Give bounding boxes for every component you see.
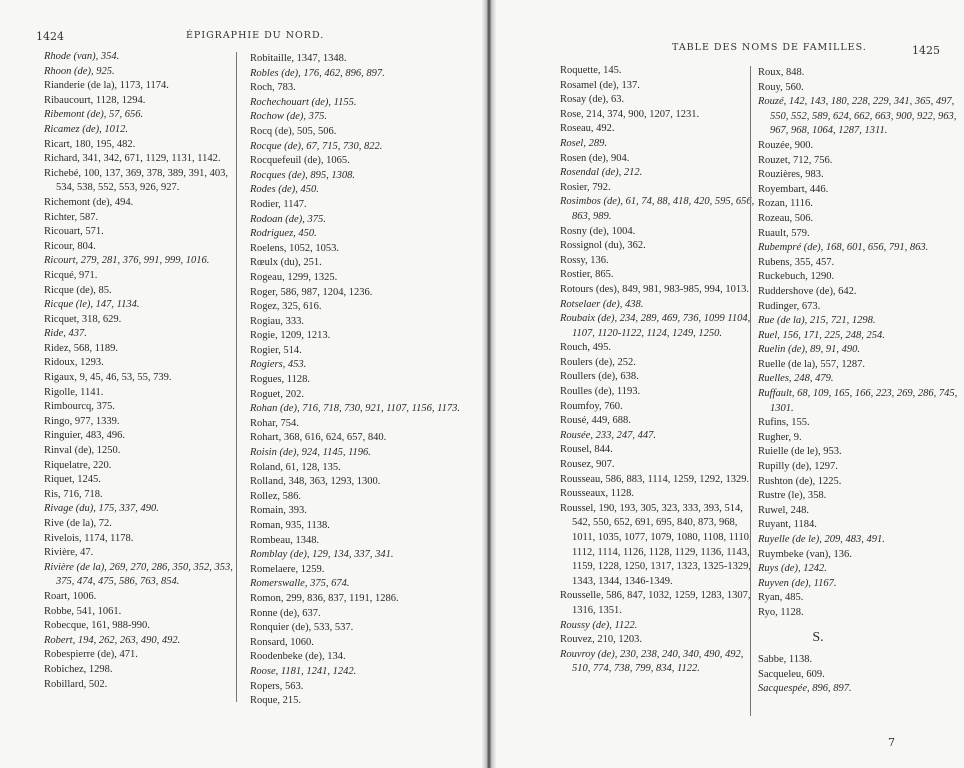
index-entry: Rupilly (de), 1297.	[758, 461, 838, 473]
index-entry: Ronquier (de), 533, 537.	[250, 622, 354, 634]
index-entry: Richemont (de), 494.	[44, 196, 134, 208]
index-entry: Roisin (de), 924, 1145, 1196.	[250, 447, 371, 459]
index-entry: Rousel, 844.	[560, 444, 613, 456]
index-entry: Robillard, 502.	[44, 678, 108, 690]
index-entry: Richebé, 100, 137, 369, 378, 389, 391, 403, 534, 538, 552, 553, 926, 927.	[44, 167, 229, 194]
index-entry: Rostier, 865.	[560, 269, 614, 281]
index-entry: Rouzée, 900.	[758, 139, 814, 151]
index-entry: Ruckebuch, 1290.	[758, 271, 835, 283]
index-entry: Rogues, 1128.	[250, 374, 310, 386]
index-entry: Ricque (de), 85.	[44, 284, 112, 296]
index-entry: Ridez, 568, 1189.	[44, 342, 118, 354]
index-entry: Rouzières, 983.	[758, 169, 824, 181]
index-entry: Romelaere, 1259.	[250, 563, 325, 575]
right-column-1	[560, 64, 756, 677]
index-entry: Rigolle, 1141.	[44, 386, 104, 398]
index-entry: Roman, 935, 1138.	[250, 520, 330, 531]
index-entry: Rose, 214, 374, 900, 1207, 1231.	[560, 108, 700, 120]
index-entry: Ribemont (de), 57, 656.	[44, 109, 144, 121]
index-entry: Rimbourcq, 375.	[44, 401, 115, 413]
index-entry: Ricart, 180, 195, 482.	[44, 138, 136, 150]
index-entry: Roubaix (de), 234, 289, 469, 736, 1099 1104, 1107, 1120-1122, 1124, 1249, 1250.	[560, 313, 751, 339]
index-entry: Roumfoy, 760.	[560, 400, 623, 412]
index-entry: Rozeau, 506.	[758, 212, 814, 224]
index-entry: Romblay (de), 129, 134, 337, 341.	[250, 549, 394, 561]
index-entry: Rufins, 155.	[758, 417, 810, 429]
index-entry: Roelens, 1052, 1053.	[250, 242, 339, 254]
index-entry: Rousez, 907.	[560, 459, 615, 471]
index-entry: Rouch, 495.	[560, 342, 612, 354]
index-entry: Rouzet, 712, 756.	[758, 154, 833, 166]
index-entry: Rhode (van), 354.	[44, 51, 120, 62]
index-entry: Rhoon (de), 925.	[44, 65, 115, 77]
index-entry: Ringuier, 483, 496.	[44, 430, 125, 442]
index-entry: Rocques (de), 895, 1308.	[250, 169, 355, 181]
index-entry: Rocq (de), 505, 506.	[250, 125, 337, 137]
index-entry: Romerswalle, 375, 674.	[250, 578, 350, 590]
left-running-head: ÉPIGRAPHIE DU NORD.	[186, 30, 325, 41]
index-entry: Riquet, 1245.	[44, 474, 101, 486]
index-entry: Roart, 1006.	[44, 590, 97, 602]
index-entry: Rivière, 47.	[44, 547, 94, 559]
index-entry: Sacqueleu, 609.	[758, 668, 825, 680]
index-entry: Rosel, 289.	[560, 137, 607, 149]
index-entry: Ruyant, 1184.	[758, 519, 817, 531]
index-entry: Richard, 341, 342, 671, 1129, 1131, 1142.	[44, 153, 221, 165]
index-entry: Ruelin (de), 89, 91, 490.	[758, 344, 861, 356]
index-entry: Rossignol (du), 362.	[560, 240, 646, 252]
index-entry: Ringo, 977, 1339.	[44, 415, 120, 427]
index-entry: Rubens, 355, 457.	[758, 256, 835, 268]
index-entry: Ricourt, 279, 281, 376, 991, 999, 1016.	[44, 255, 210, 267]
index-entry: Rosamel (de), 137.	[560, 79, 640, 91]
index-entry: Sabbe, 1138.	[758, 654, 813, 666]
index-entry: Rocque (de), 67, 715, 730, 822.	[250, 140, 383, 152]
index-entry: Robles (de), 176, 462, 896, 897.	[250, 67, 385, 79]
index-entry: Rombeau, 1348.	[250, 534, 320, 546]
right-page-number: 1425	[912, 44, 940, 57]
index-entry: Rianderie (de la), 1173, 1174.	[44, 80, 169, 92]
index-entry: Rosen (de), 904.	[560, 152, 630, 164]
index-entry: Robespierre (de), 471.	[44, 649, 138, 661]
index-entry: Roux, 848.	[758, 67, 805, 78]
index-entry: Rivelois, 1174, 1178.	[44, 532, 134, 544]
index-entry: Romain, 393.	[250, 505, 307, 517]
index-entry: Rossy, 136.	[560, 254, 609, 266]
left-column-1	[44, 50, 244, 692]
index-entry: Rivage (du), 175, 337, 490.	[44, 503, 159, 515]
index-entry: Rivière (de la), 269, 270, 286, 350, 352, 353, 375, 474, 475, 586, 763, 854.	[44, 561, 233, 588]
index-entry: Roodenbeke (de), 134.	[250, 651, 346, 663]
index-entry: Ruelle (de la), 557, 1287.	[758, 358, 866, 370]
index-entry: Ronsard, 1060.	[250, 636, 314, 648]
index-entry: Rousseaux, 1128.	[560, 488, 634, 500]
signature-mark: 7	[888, 736, 895, 749]
index-entry: Ruault, 579.	[758, 227, 810, 239]
index-entry: Roussel, 190, 193, 305, 323, 333, 393, 514, 542, 550, 652, 691, 695, 840, 873, 968, 1011, 1035, 1077, 1079, 1080, 1108, 1110, 1112, 1114, 1126, 1128, 1129, 1136, 1143, 1159, 1228, 1250, 1317, 1323, 1325-1329, 1343, 1344, 1346-1349.	[560, 502, 752, 587]
index-entry: Ryo, 1128.	[758, 606, 804, 618]
index-entry: Ryan, 485.	[758, 592, 804, 604]
index-entry: Ropers, 563.	[250, 680, 304, 692]
column-divider	[236, 52, 237, 702]
left-column-2	[250, 52, 478, 709]
index-entry: Roussy (de), 1122.	[560, 619, 638, 631]
index-entry: Rosny (de), 1004.	[560, 225, 636, 237]
section-letter-heading: S.	[812, 629, 824, 645]
index-entry: Robecque, 161, 988-990.	[44, 620, 150, 632]
index-entry: Ruelles, 248, 479.	[758, 373, 834, 385]
index-entry: Rouzé, 142, 143, 180, 228, 229, 341, 365, 497, 550, 552, 589, 624, 662, 663, 900, 922, 963, 967, 968, 1064, 1287, 1311.	[758, 96, 957, 137]
index-entry: Rustre (le), 358.	[758, 490, 827, 502]
index-entry: Rouy, 560.	[758, 81, 804, 93]
index-entry: Ruyelle (de le), 209, 483, 491.	[758, 534, 885, 545]
index-entry: Royembart, 446.	[758, 183, 829, 195]
index-entry: Rushton (de), 1225.	[758, 475, 842, 487]
index-entry: Ruel, 156, 171, 225, 248, 254.	[758, 329, 885, 341]
index-entry: Rogeau, 1299, 1325.	[250, 271, 338, 283]
index-entry: Ruielle (de le), 953.	[758, 446, 842, 458]
index-entry: Ris, 716, 718.	[44, 488, 103, 500]
book-gutter	[482, 0, 496, 768]
index-entry: Rudinger, 673.	[758, 300, 821, 312]
index-entry: Roseau, 492.	[560, 123, 615, 135]
column-divider	[750, 66, 751, 716]
index-entry: Ruymbeke (van), 136.	[758, 548, 852, 560]
index-entry: Rodier, 1147.	[250, 198, 307, 210]
index-entry: Rousselle, 586, 847, 1032, 1259, 1283, 1307, 1316, 1351.	[560, 590, 751, 616]
index-entry: Ricouart, 571.	[44, 226, 104, 238]
right-page	[496, 0, 964, 768]
index-entry: Ruffault, 68, 109, 165, 166, 223, 269, 286, 745, 1301.	[758, 388, 958, 414]
index-entry: Rosendal (de), 212.	[560, 167, 643, 179]
index-entry: Ricour, 804.	[44, 240, 96, 252]
right-column-2	[758, 66, 958, 697]
index-entry: Romon, 299, 836, 837, 1191, 1286.	[250, 592, 399, 604]
index-entry: Rouvroy (de), 230, 238, 240, 340, 490, 492, 510, 774, 738, 799, 834, 1122.	[560, 648, 744, 675]
index-entry: Ride, 437.	[44, 328, 87, 340]
index-entry: Ruddershove (de), 642.	[758, 285, 857, 297]
index-entry: Rœulx (du), 251.	[250, 257, 322, 269]
index-entry: Rogie, 1209, 1213.	[250, 330, 331, 342]
index-entry: Roquette, 145.	[560, 65, 622, 76]
index-entry: Roque, 215.	[250, 695, 302, 707]
index-entry: Rolland, 348, 363, 1293, 1300.	[250, 476, 381, 488]
index-entry: Rollez, 586.	[250, 490, 302, 502]
index-entry: Rohan (de), 716, 718, 730, 921, 1107, 1156, 1173.	[250, 403, 460, 415]
index-entry: Roch, 783.	[250, 82, 296, 94]
index-entry: Ruwel, 248.	[758, 504, 810, 516]
index-entry: Rochow (de), 375.	[250, 111, 327, 123]
index-entry: Rodriguez, 450.	[250, 228, 317, 240]
index-entry: Rousseau, 586, 883, 1114, 1259, 1292, 1329.	[560, 473, 750, 485]
index-entry: Roger, 586, 987, 1204, 1236.	[250, 286, 373, 298]
index-entry: Rousé, 449, 688.	[560, 415, 631, 427]
index-entry: Rinval (de), 1250.	[44, 445, 121, 457]
index-entry: Rubempré (de), 168, 601, 656, 791, 863.	[758, 242, 929, 254]
index-entry: Rodes (de), 450.	[250, 184, 319, 196]
index-entry: Ricque (le), 147, 1134.	[44, 299, 140, 311]
index-entry: Ronne (de), 637.	[250, 607, 321, 619]
index-entry: Rugher, 9.	[758, 431, 802, 443]
index-entry: Rohar, 754.	[250, 417, 299, 429]
index-entry: Rive (de la), 72.	[44, 518, 112, 529]
index-entry: Ruyven (de), 1167.	[758, 577, 837, 589]
index-entry: Roland, 61, 128, 135.	[250, 461, 341, 473]
left-page-number: 1424	[36, 30, 64, 43]
index-entry: Sacquespée, 896, 897.	[758, 683, 852, 695]
index-entry: Rue (de la), 215, 721, 1298.	[758, 315, 876, 327]
index-entry: Rozan, 1116.	[758, 198, 813, 210]
index-entry: Rohart, 368, 616, 624, 657, 840.	[250, 432, 387, 444]
index-entry: Robitaille, 1347, 1348.	[250, 53, 347, 64]
index-entry: Rogiau, 333.	[250, 315, 304, 327]
index-entry: Ruys (de), 1242.	[758, 563, 827, 575]
index-entry: Roulers (de), 252.	[560, 356, 636, 368]
index-entry: Ridoux, 1293.	[44, 357, 104, 369]
index-entry: Rochechouart (de), 1155.	[250, 96, 357, 108]
index-entry: Rosay (de), 63.	[560, 94, 625, 106]
index-entry: Rousée, 233, 247, 447.	[560, 429, 656, 441]
index-entry: Rouvez, 210, 1203.	[560, 634, 642, 646]
index-entry: Ricquet, 318, 629.	[44, 313, 122, 325]
index-entry: Rotours (des), 849, 981, 983-985, 994, 1013.	[560, 283, 749, 295]
index-entry: Rigaux, 9, 45, 46, 53, 55, 739.	[44, 372, 172, 384]
index-entry: Rogier, 514.	[250, 344, 302, 356]
index-entry: Robichez, 1298.	[44, 663, 113, 675]
index-entry: Ricqué, 971.	[44, 269, 98, 281]
index-entry: Rogiers, 453.	[250, 359, 307, 371]
index-entry: Robbe, 541, 1061.	[44, 605, 122, 617]
index-entry: Rosimbos (de), 61, 74, 88, 418, 420, 595, 656, 863, 989.	[560, 196, 755, 222]
index-entry: Roulles (de), 1193.	[560, 386, 641, 398]
index-entry: Roose, 1181, 1241, 1242.	[250, 665, 357, 677]
index-entry: Roullers (de), 638.	[560, 371, 639, 383]
index-entry: Rogez, 325, 616.	[250, 301, 322, 313]
index-entry: Roguet, 202.	[250, 388, 304, 400]
index-entry: Robert, 194, 262, 263, 490, 492.	[44, 634, 181, 646]
index-entry: Rodoan (de), 375.	[250, 213, 326, 225]
index-entry: Riquelatre, 220.	[44, 459, 112, 471]
index-entry: Ribaucourt, 1128, 1294.	[44, 94, 146, 106]
index-entry: Richter, 587.	[44, 211, 99, 223]
index-entry: Rocquefeuil (de), 1065.	[250, 155, 350, 167]
right-running-head: TABLE DES NOMS DE FAMILLES.	[672, 42, 867, 53]
index-entry: Rosier, 792.	[560, 181, 611, 193]
index-entry: Ricamez (de), 1012.	[44, 123, 128, 135]
index-entry: Rotselaer (de), 438.	[560, 298, 644, 310]
